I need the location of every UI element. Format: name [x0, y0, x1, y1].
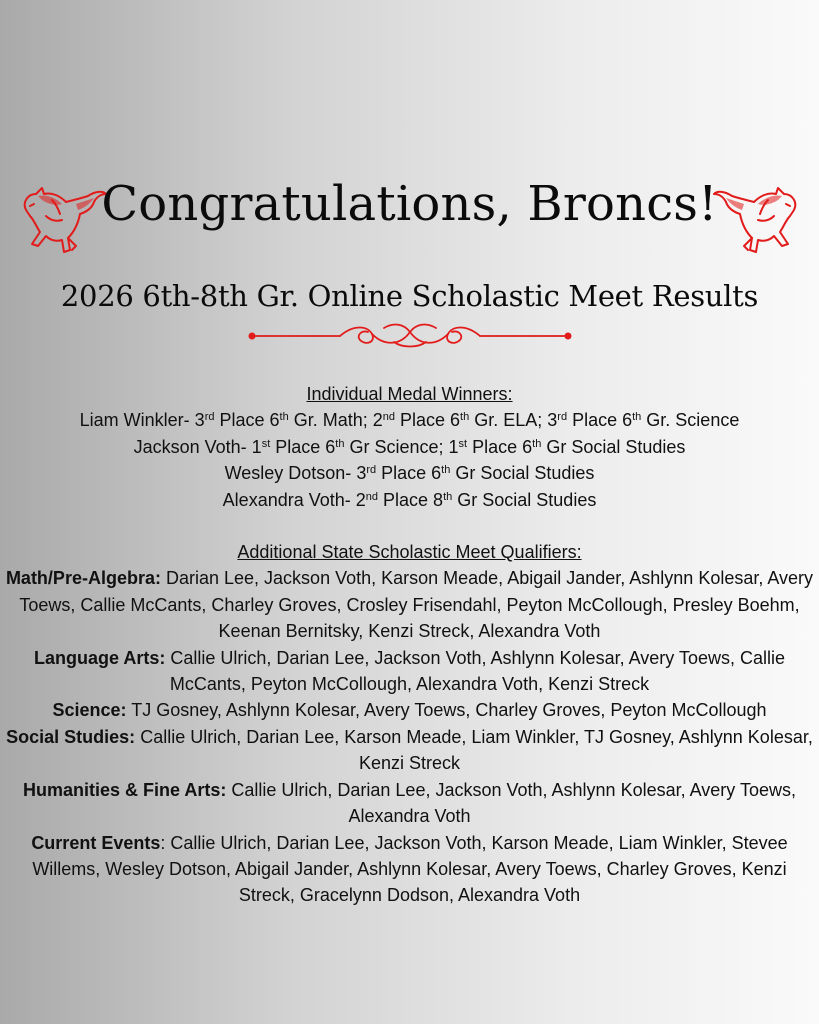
ordinal-suffix: nd: [382, 411, 395, 424]
ordinal-suffix: th: [279, 411, 289, 424]
ordinal-suffix: th: [532, 437, 542, 450]
category-names: TJ Gosney, Ashlynn Kolesar, Avery Toews, Charley Groves, Peyton McCollough: [131, 700, 767, 721]
award-subject: Gr. ELA;: [469, 410, 548, 431]
winner-line: [0, 434, 819, 460]
qualifier-category: [0, 724, 819, 777]
page-subtitle: 2026 6th-8th Gr. Online Scholastic Meet Results: [60, 279, 759, 313]
ordinal-suffix: rd: [204, 411, 215, 424]
award-subject: Gr Science;: [344, 436, 449, 457]
award-subject: Gr Social Studies: [450, 463, 595, 484]
winner-line: [0, 487, 819, 513]
category-label: Social Studies:: [6, 726, 136, 747]
award-place: 3: [547, 410, 558, 431]
award-place: 2: [372, 410, 383, 431]
category-label: Humanities & Fine Arts:: [22, 779, 227, 800]
qualifier-category: [0, 697, 819, 723]
award-subject: Gr Social Studies: [541, 436, 686, 457]
category-names: Callie Ulrich, Darian Lee, Karson Meade, Liam Winkler, TJ Gosney, Ashlynn Kolesar, Kenzi Streck: [140, 726, 813, 774]
category-separator: :: [160, 832, 171, 853]
qualifier-category: [0, 830, 819, 909]
category-names: Callie Ulrich, Darian Lee, Jackson Voth, Karson Meade, Liam Winkler, Stevee Willems, Wesley Dotson, Abigail Jander, Ashlynn Kolesar, Avery Toews, Charley Groves, Kenzi Streck, Gracelynn Dodson, Alexandra Voth: [32, 832, 788, 906]
winner-name: Alexandra Voth-: [222, 489, 356, 510]
category-names: Callie Ulrich, Darian Lee, Jackson Voth, Ashlynn Kolesar, Avery Toews, Callie McCants, Peyton McCollough, Alexandra Voth, Kenzi Streck: [169, 647, 785, 695]
category-label: Science:: [52, 700, 127, 721]
award-grade: Place 6: [395, 410, 461, 431]
section-spacer: [0, 513, 819, 539]
qualifier-category: [0, 565, 819, 644]
category-label: Language Arts:: [33, 647, 166, 668]
ordinal-suffix: th: [632, 411, 642, 424]
category-names: Callie Ulrich, Darian Lee, Jackson Voth, Ashlynn Kolesar, Avery Toews, Alexandra Voth: [231, 779, 797, 827]
category-label: Math/Pre-Algebra:: [5, 568, 161, 589]
award-place: 3: [356, 463, 367, 484]
award-grade: Place 6: [270, 436, 336, 457]
award-subject: Gr. Science: [641, 410, 740, 431]
award-grade: Place 6: [467, 436, 533, 457]
winner-line: [0, 460, 819, 486]
category-names: Darian Lee, Jackson Voth, Karson Meade, Abigail Jander, Ashlynn Kolesar, Avery Toews, Callie McCants, Charley Groves, Crosley Frisendahl, Peyton McCollough, Presley Boehm, Keenan Bernitsky, Kenzi Streck, Alexandra Voth: [19, 568, 814, 642]
award-grade: Place 6: [214, 410, 280, 431]
ordinal-suffix: th: [443, 490, 453, 503]
qualifier-category: [0, 645, 819, 698]
winner-name: Liam Winkler-: [79, 410, 195, 431]
ordinal-suffix: rd: [366, 464, 377, 477]
ordinal-suffix: st: [261, 437, 271, 450]
ordinal-suffix: th: [335, 437, 345, 450]
winner-name: Wesley Dotson-: [224, 463, 357, 484]
award-grade: Place 6: [376, 463, 442, 484]
award-place: 1: [448, 436, 459, 457]
ordinal-suffix: th: [460, 411, 470, 424]
category-label: Current Events: [31, 832, 161, 853]
qualifiers-heading: Additional State Scholastic Meet Qualifiers:: [237, 542, 582, 563]
ordinal-suffix: th: [441, 464, 451, 477]
award-place: 3: [194, 410, 205, 431]
award-grade: Place 8: [378, 489, 444, 510]
ordinal-suffix: nd: [365, 490, 379, 503]
individual-heading: Individual Medal Winners:: [306, 384, 513, 404]
ordinal-suffix: rd: [557, 411, 568, 424]
qualifier-category: [0, 777, 819, 830]
winner-name: Jackson Voth-: [133, 436, 252, 457]
ornamental-divider-icon: [244, 318, 576, 354]
award-subject: Gr. Math;: [288, 410, 373, 431]
page-title: Congratulations, Broncs!: [101, 176, 718, 232]
award-place: 1: [251, 436, 262, 457]
award-grade: Place 6: [567, 410, 633, 431]
award-subject: Gr Social Studies: [452, 489, 597, 510]
award-place: 2: [355, 489, 366, 510]
winner-line: [0, 407, 819, 433]
ordinal-suffix: st: [458, 437, 468, 450]
results-content: [0, 381, 819, 909]
